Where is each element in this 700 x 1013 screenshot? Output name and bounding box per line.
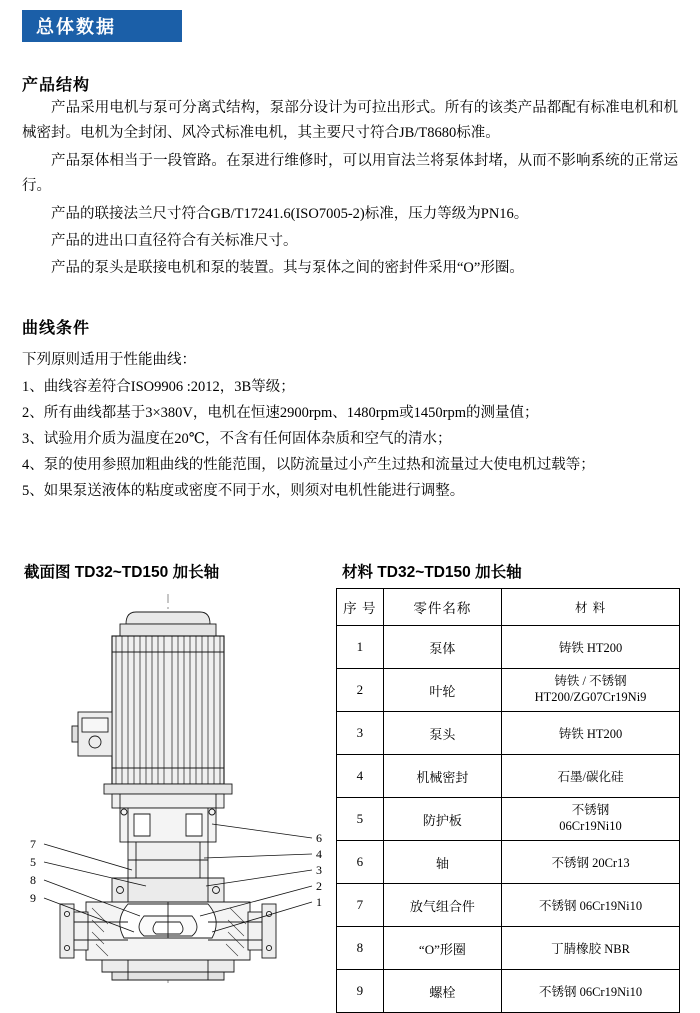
cell-material: 石墨/碳化硅 xyxy=(502,755,680,798)
curve-item xyxy=(22,453,678,479)
table-row xyxy=(337,626,680,669)
column-header-material: 材 料 xyxy=(502,589,680,626)
callout-right-3: 3 xyxy=(316,863,322,877)
cell-part: 放气组合件 xyxy=(383,884,501,927)
callout-right-2: 2 xyxy=(316,879,322,893)
cell-part: 机械密封 xyxy=(383,755,501,798)
table-row xyxy=(337,669,680,712)
table-header-row xyxy=(337,589,680,626)
cell-no: 8 xyxy=(337,927,384,970)
cell-part: 泵头 xyxy=(383,712,501,755)
curve-item-number: 2、 xyxy=(22,405,44,422)
table-row xyxy=(337,712,680,755)
pump-cross-section-drawing xyxy=(16,586,326,990)
structure-paragraph: 产品泵体相当于一段管路。在泵进行维修时，可以用盲法兰将泵体封堵，从而不影响系统的正常运行。 xyxy=(22,152,678,195)
cell-material: 不锈钢 06Cr19Ni10 xyxy=(502,798,680,841)
cell-no: 7 xyxy=(337,884,384,927)
cell-material: 丁腈橡胶 NBR xyxy=(502,927,680,970)
curve-body xyxy=(22,348,678,504)
cell-material: 不锈钢 06Cr19Ni10 xyxy=(502,970,680,1013)
curve-item-text: 所有曲线都基于3×380V，电机在恒速2900rpm、1480rpm或1450rpm的测量值； xyxy=(43,405,539,422)
table-row xyxy=(337,884,680,927)
section-heading-structure: 产品结构 xyxy=(22,77,91,94)
curve-item xyxy=(22,427,678,453)
section-heading-curve: 曲线条件 xyxy=(22,320,91,337)
column-header-part: 零件名称 xyxy=(383,589,501,626)
section-drawing-heading: 截面图 TD32~TD150 加长轴 xyxy=(24,564,220,581)
cell-no: 9 xyxy=(337,970,384,1013)
table-row xyxy=(337,970,680,1013)
cell-no: 4 xyxy=(337,755,384,798)
cell-no: 6 xyxy=(337,841,384,884)
cell-no: 3 xyxy=(337,712,384,755)
cell-no: 5 xyxy=(337,798,384,841)
material-table-heading: 材料 TD32~TD150 加长轴 xyxy=(342,564,522,581)
curve-item-number: 3、 xyxy=(22,430,44,447)
structure-body xyxy=(22,96,678,284)
material-table xyxy=(336,588,680,1013)
cell-part: “O”形圈 xyxy=(383,927,501,970)
cell-material: 铸铁 / 不锈钢 HT200/ZG07Cr19Ni9 xyxy=(502,669,680,712)
cell-no: 2 xyxy=(337,669,384,712)
curve-item-number: 4、 xyxy=(22,456,44,473)
table-row xyxy=(337,798,680,841)
cell-part: 泵体 xyxy=(383,626,501,669)
cell-material: 不锈钢 20Cr13 xyxy=(502,841,680,884)
structure-paragraph: 产品采用电机与泵可分离式结构，泵部分设计为可拉出形式。所有的该类产品都配有标准电机和机械密封。电机为全封闭、风冷式标准电机，其主要尺寸符合JB/T8680标准。 xyxy=(22,100,678,142)
page-title: 总体数据 xyxy=(36,17,116,37)
curve-item-text: 曲线容差符合ISO9906 :2012，3B等级； xyxy=(43,379,295,396)
curve-item-number: 1、 xyxy=(22,379,44,396)
table-row xyxy=(337,755,680,798)
callout-left-7: 7 xyxy=(30,837,36,851)
table-row xyxy=(337,927,680,970)
structure-paragraph: 产品的联接法兰尺寸符合GB/T17241.6(ISO7005-2)标准，压力等级为PN16。 xyxy=(51,205,529,222)
curve-item xyxy=(22,479,678,505)
structure-paragraph: 产品的泵头是联接电机和泵的装置。其与泵体之间的密封件采用“O”形圈。 xyxy=(51,260,524,277)
cell-part: 防护板 xyxy=(383,798,501,841)
curve-item-text: 试验用介质为温度在20℃，不含有任何固体杂质和空气的清水； xyxy=(43,430,452,447)
cell-material: 不锈钢 06Cr19Ni10 xyxy=(502,884,680,927)
callout-left-8: 8 xyxy=(30,873,36,887)
page-header-bar xyxy=(22,10,182,42)
curve-intro: 下列原则适用于性能曲线： xyxy=(22,352,196,368)
cell-part: 叶轮 xyxy=(383,669,501,712)
curve-item-text: 如果泵送液体的粘度或密度不同于水，则须对电机性能进行调整。 xyxy=(43,482,465,499)
callout-right-6: 6 xyxy=(316,831,322,845)
curve-item xyxy=(22,375,678,401)
callout-left-9: 9 xyxy=(30,891,36,905)
cell-material: 铸铁 HT200 xyxy=(502,712,680,755)
callout-left-5: 5 xyxy=(30,855,36,869)
curve-item xyxy=(22,401,678,427)
cell-no: 1 xyxy=(337,626,384,669)
curve-item-text: 泵的使用参照加粗曲线的性能范围，以防流量过小产生过热和流量过大使电机过载等； xyxy=(43,456,595,473)
cell-material: 铸铁 HT200 xyxy=(502,626,680,669)
cell-part: 螺栓 xyxy=(383,970,501,1013)
table-row xyxy=(337,841,680,884)
callout-right-4: 4 xyxy=(316,847,322,861)
callout-right-1: 1 xyxy=(316,895,322,909)
curve-item-number: 5、 xyxy=(22,482,44,499)
structure-paragraph: 产品的进出口直径符合有关标准尺寸。 xyxy=(51,232,298,249)
column-header-no: 序 号 xyxy=(337,589,384,626)
cell-part: 轴 xyxy=(383,841,501,884)
